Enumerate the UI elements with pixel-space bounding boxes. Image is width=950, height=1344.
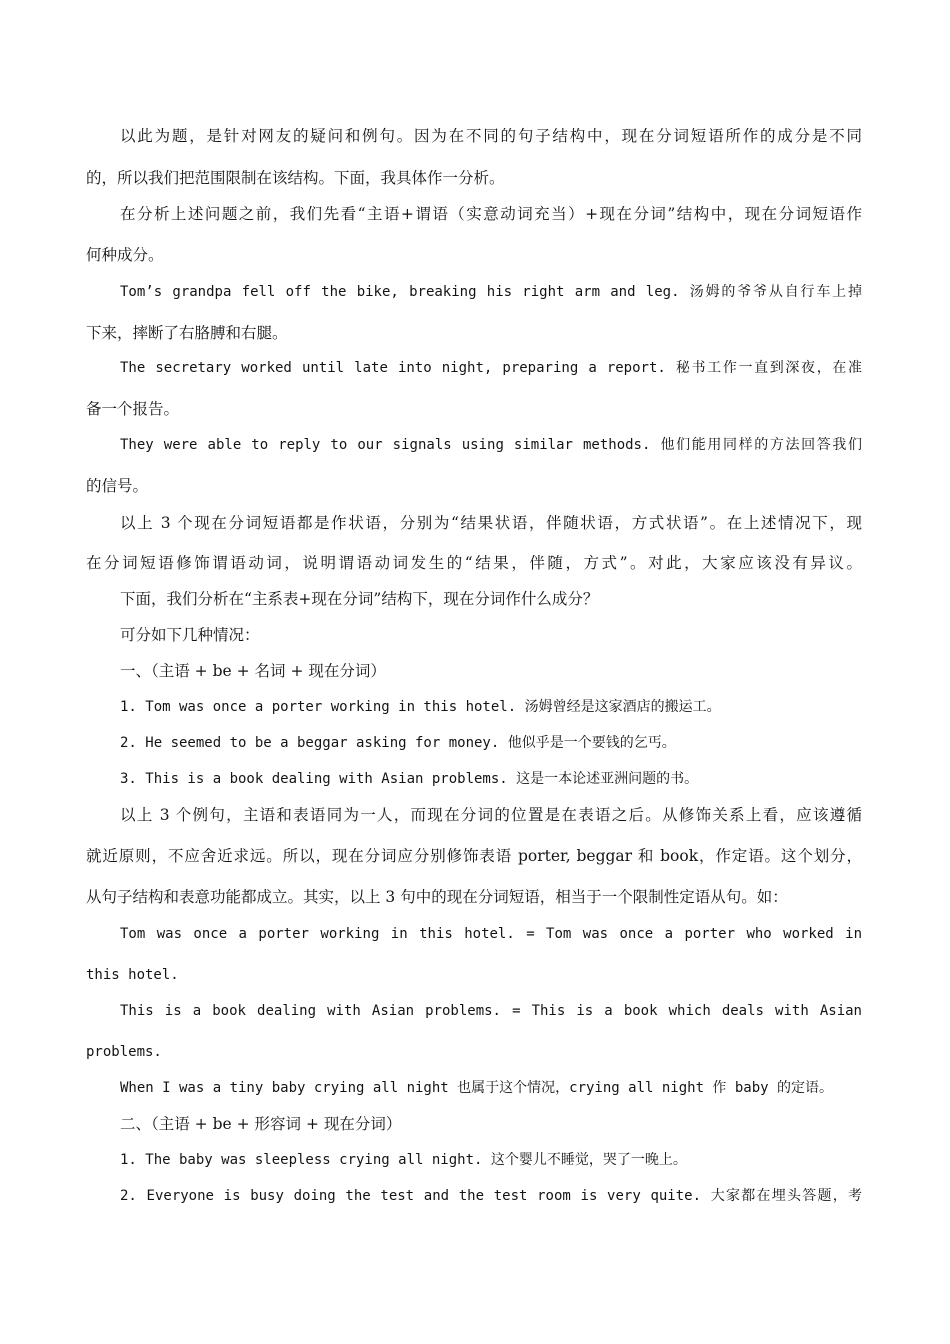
paragraph-7: When I was a tiny baby crying all night 也属于这个情况，crying all night 作 baby 的定语。 xyxy=(120,1080,834,1096)
paragraph-6-line-2: 就近原则，不应舍近求远。所以，现在分词应分别修饰表语 porter, beggar 和 book，作定语。这个划分， xyxy=(86,847,862,865)
paragraph-1-line-1: 以此为题，是针对网友的疑问和例句。因为在不同的句子结构中，现在分词短语所作的成分是不同 xyxy=(120,127,862,145)
equivalence-1-line-1: Tom was once a porter working in this hotel. = Tom was once a porter who worked in xyxy=(120,926,862,942)
paragraph-3-line-2: 在分词短语修饰谓语动词，说明谓语动词发生的“结果，伴随，方式”。对此，大家应该没有异议。 xyxy=(86,554,862,572)
equivalence-1-line-2: this hotel. xyxy=(86,967,179,983)
section-heading-2: 二、（主语 + be + 形容词 + 现在分词） xyxy=(120,1115,402,1133)
section-heading-1: 一、（主语 + be + 名词 + 现在分词） xyxy=(120,662,386,680)
equivalence-2-line-2: problems. xyxy=(86,1044,162,1060)
equivalence-2-line-1: This is a book dealing with Asian problems. = This is a book which deals with Asian xyxy=(120,1003,862,1019)
example-3-line-2: 的信号。 xyxy=(86,477,149,495)
example-1-line-2: 下来，摔断了右胳膊和右腿。 xyxy=(86,324,288,342)
paragraph-5: 可分如下几种情况： xyxy=(120,626,260,644)
example-2-line-1: The secretary worked until late into night, preparing a report. 秘书工作一直到深夜，在准 xyxy=(120,360,862,376)
section-1-example-1: 1. Tom was once a porter working in this hotel. 汤姆曾经是这家酒店的搬运工。 xyxy=(120,699,721,715)
example-1-line-1: Tom’s grandpa fell off the bike, breaking his right arm and leg. 汤姆的爷爷从自行车上掉 xyxy=(120,284,862,300)
paragraph-2-line-1: 在分析上述问题之前，我们先看“主语+谓语（实意动词充当）+现在分词”结构中，现在分词短语作 xyxy=(120,205,862,223)
example-2-line-2: 备一个报告。 xyxy=(86,400,180,418)
section-1-example-3: 3. This is a book dealing with Asian problems. 这是一本论述亚洲问题的书。 xyxy=(120,771,699,787)
paragraph-3-line-1: 以上 3 个现在分词短语都是作状语，分别为“结果状语，伴随状语，方式状语”。在上述情况下，现 xyxy=(120,514,862,532)
example-3-line-1: They were able to reply to our signals using similar methods. 他们能用同样的方法回答我们 xyxy=(120,437,862,453)
paragraph-4: 下面，我们分析在“主系表+现在分词”结构下，现在分词作什么成分？ xyxy=(120,590,599,608)
paragraph-2-line-2: 何种成分。 xyxy=(86,246,164,264)
paragraph-6-line-3: 从句子结构和表意功能都成立。其实，以上 3 句中的现在分词短语，相当于一个限制性定语从句。如： xyxy=(86,888,788,906)
section-2-example-1: 1. The baby was sleepless crying all night. 这个婴儿不睡觉，哭了一晚上。 xyxy=(120,1152,687,1168)
section-2-example-2: 2. Everyone is busy doing the test and the test room is very quite. 大家都在埋头答题，考 xyxy=(120,1188,862,1204)
section-1-example-2: 2. He seemed to be a beggar asking for money. 他似乎是一个要钱的乞丐。 xyxy=(120,735,676,751)
paragraph-6-line-1: 以上 3 个例句，主语和表语同为一人，而现在分词的位置是在表语之后。从修饰关系上看，应该遵循 xyxy=(120,806,862,824)
paragraph-1-line-2: 的，所以我们把范围限制在该结构。下面，我具体作一分析。 xyxy=(86,169,505,187)
